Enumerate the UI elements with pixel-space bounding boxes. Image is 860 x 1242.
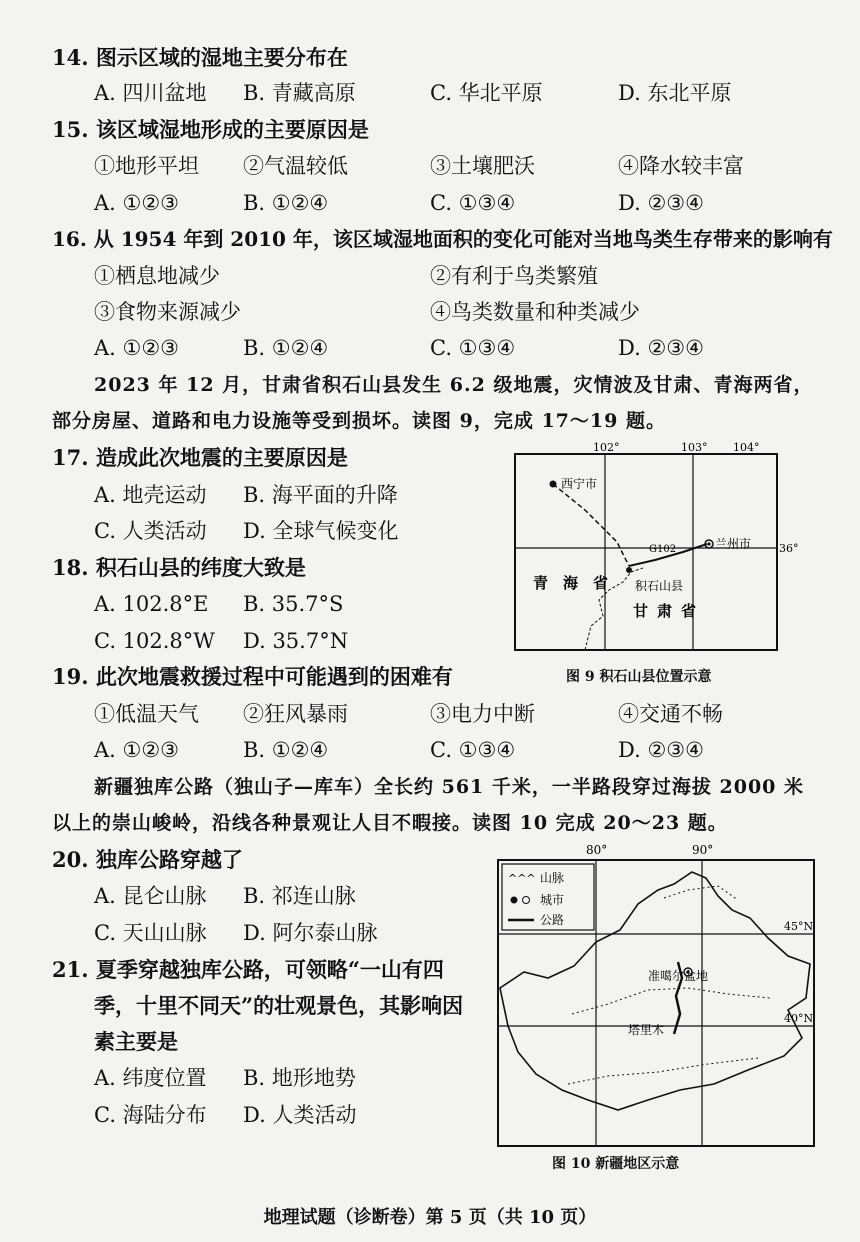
item-1: ①栖息地减少 [94, 264, 220, 288]
q14-stem: 14. 图示区域的湿地主要分布在 [52, 45, 348, 70]
province-qinghai-2: 海 [563, 574, 579, 592]
q20-option-b: B. 祁连山脉 [243, 884, 356, 908]
lon-label-104: 104° [733, 441, 760, 454]
item-3: ③电力中断 [430, 702, 535, 726]
q15-stem: 15. 该区域湿地形成的主要原因是 [52, 117, 369, 142]
item-2: ②有利于鸟类繁殖 [430, 264, 598, 288]
passage-highway-line2: 以上的崇山峻岭，沿线各种景观让人目不暇接。读图 10 完成 20～23 题。 [52, 812, 728, 834]
legend-city-label: 城市 [540, 893, 565, 907]
q21-stem-line1: 21. 夏季穿越独库公路，可领略“一山有四 [52, 957, 444, 982]
item-4: ④鸟类数量和种类减少 [430, 300, 640, 324]
item-2: ②气温较低 [243, 154, 348, 178]
q17-stem: 17. 造成此次地震的主要原因是 [52, 445, 348, 470]
q17-option-d: D. 全球气候变化 [243, 519, 399, 543]
figure-9-caption: 图 9 积石山县位置示意 [566, 669, 712, 685]
figure-10-map [488, 838, 828, 1150]
city-lanzhou-label: 兰州市 [715, 537, 752, 551]
province-qinghai-3: 省 [593, 574, 609, 592]
place-junggar: 准噶尔盆地 [648, 969, 709, 983]
option-d: D. ②③④ [618, 336, 704, 360]
q18-option-d: D. 35.7°N [243, 629, 349, 653]
item-1: ①低温天气 [94, 702, 199, 726]
option-a: A. ①②③ [94, 738, 179, 762]
figure-9-map [505, 440, 799, 662]
q21-stem-line2: 季，十里不同天”的壮观景色，其影响因 [94, 993, 464, 1018]
q20-option-c: C. 天山山脉 [94, 921, 207, 945]
q20-option-a: A. 昆仑山脉 [94, 884, 207, 908]
figure-10-caption: 图 10 新疆地区示意 [552, 1156, 680, 1172]
road-g102 [553, 484, 629, 566]
page-footer: 地理试题（诊断卷）第 5 页（共 10 页） [263, 1207, 597, 1228]
option-c: C. ①③④ [430, 336, 516, 360]
county-jishishan-icon [626, 567, 632, 573]
q16-stem: 16. 从 1954 年到 2010 年，该区域湿地面积的变化可能对当地鸟类生存带来的影响有 [52, 227, 833, 251]
option-d: D. ②③④ [618, 191, 704, 215]
q18-stem: 18. 积石山县的纬度大致是 [52, 555, 306, 580]
option-b: B. ①②④ [243, 191, 329, 215]
legend-road-label: 公路 [540, 913, 565, 927]
lon-label-90: 90° [692, 843, 714, 857]
lon-label-80: 80° [586, 843, 608, 857]
passage-highway-line1: 新疆独库公路（独山子—库车）全长约 561 千米，一半路段穿过海拔 2000 米 [94, 776, 805, 798]
q18-option-c: C. 102.8°W [94, 629, 215, 653]
q19-stem: 19. 此次地震救援过程中可能遇到的困难有 [52, 664, 453, 689]
option-c: C. ①③④ [430, 738, 516, 762]
option-b: B. ①②④ [243, 336, 329, 360]
lon-label-102: 102° [593, 441, 620, 454]
q21-option-b: B. 地形地势 [243, 1066, 356, 1090]
item-4: ④降水较丰富 [618, 154, 744, 178]
city-xining-icon [550, 481, 557, 488]
passage-earthquake-line1: 2023 年 12 月，甘肃省积石山县发生 6.2 级地震，灾情波及甘肃、青海两省， [94, 374, 814, 396]
q18-option-b: B. 35.7°S [243, 592, 344, 616]
legend-mountain-label: 山脉 [540, 871, 565, 885]
option-a: A. ①②③ [94, 336, 179, 360]
item-1: ①地形平坦 [94, 154, 199, 178]
lon-label-103: 103° [681, 441, 708, 454]
option-c: C. 华北平原 [430, 81, 543, 105]
q20-option-d: D. 阿尔泰山脉 [243, 921, 378, 945]
passage-earthquake-line2: 部分房屋、道路和电力设施等受到损坏。读图 9，完成 17～19 题。 [52, 410, 666, 432]
province-gansu-1: 甘 [633, 602, 649, 620]
province-gansu-3: 省 [681, 602, 697, 620]
item-4: ④交通不畅 [618, 702, 723, 726]
province-qinghai-1: 青 [533, 574, 549, 592]
lat-label-36: 36° [779, 542, 799, 555]
road-label: G102 [649, 544, 677, 555]
item-3: ③土壤肥沃 [430, 154, 535, 178]
altai-mountains [664, 886, 738, 900]
item-3: ③食物来源减少 [94, 300, 241, 324]
q20-stem: 20. 独库公路穿越了 [52, 847, 243, 872]
q17-option-b: B. 海平面的升降 [243, 483, 398, 507]
city-xining-label: 西宁市 [561, 477, 598, 491]
q21-option-d: D. 人类活动 [243, 1103, 357, 1127]
q17-option-a: A. 地壳运动 [94, 483, 207, 507]
q21-option-c: C. 海陆分布 [94, 1103, 207, 1127]
q21-stem-line3: 素主要是 [94, 1029, 178, 1054]
option-a: A. 四川盆地 [94, 81, 207, 105]
place-tarim: 塔里木 [628, 1023, 665, 1037]
q18-option-a: A. 102.8°E [94, 592, 209, 616]
option-c: C. ①③④ [430, 191, 516, 215]
option-a: A. ①②③ [94, 191, 179, 215]
option-b: B. 青藏高原 [243, 81, 356, 105]
tianshan-mountains [572, 988, 770, 1014]
svg-text:^^^: ^^^ [508, 872, 536, 885]
lat-label-45: 45°N [784, 920, 814, 933]
lat-label-40: 40°N [784, 1012, 814, 1025]
option-b: B. ①②④ [243, 738, 329, 762]
legend-box [502, 864, 594, 930]
q17-option-c: C. 人类活动 [94, 519, 207, 543]
item-2: ②狂风暴雨 [243, 702, 348, 726]
county-jishishan-label: 积石山县 [635, 579, 684, 593]
legend-city-icon [511, 897, 518, 904]
option-d: D. ②③④ [618, 738, 704, 762]
q21-option-a: A. 纬度位置 [94, 1066, 207, 1090]
option-d: D. 东北平原 [618, 81, 732, 105]
province-gansu-2: 肃 [657, 602, 673, 620]
